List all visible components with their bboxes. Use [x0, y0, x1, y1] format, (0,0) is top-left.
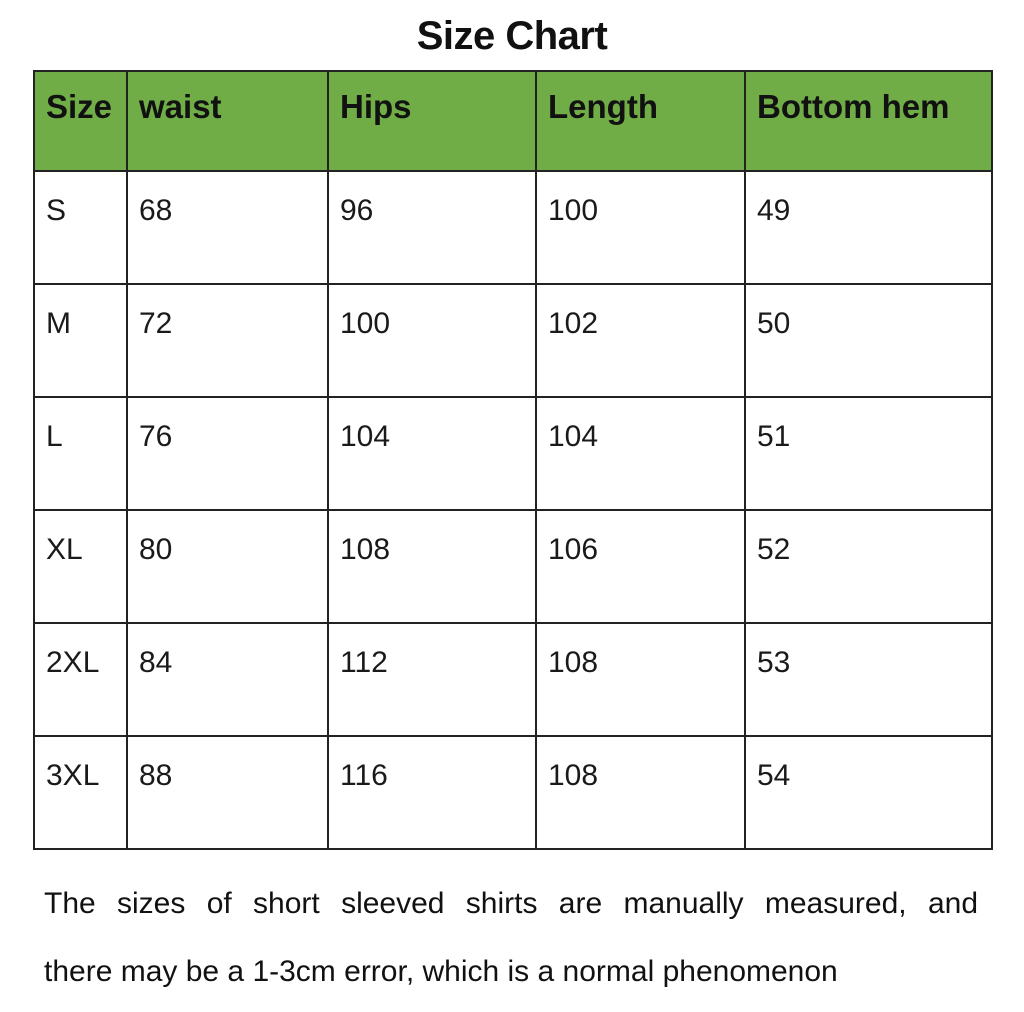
cell-size: XL [34, 510, 127, 623]
table-row [34, 171, 992, 284]
size-table [33, 70, 993, 850]
cell-hips: 104 [328, 397, 536, 510]
cell-waist: 72 [127, 284, 328, 397]
cell-bottom-hem: 52 [745, 510, 992, 623]
cell-length: 102 [536, 284, 745, 397]
cell-bottom-hem: 53 [745, 623, 992, 736]
cell-length: 106 [536, 510, 745, 623]
cell-size: 3XL [34, 736, 127, 849]
page-title: Size Chart [416, 14, 608, 58]
header-size: Size [34, 71, 127, 171]
cell-waist: 80 [127, 510, 328, 623]
cell-hips: 112 [328, 623, 536, 736]
cell-bottom-hem: 49 [745, 171, 992, 284]
cell-hips: 108 [328, 510, 536, 623]
cell-waist: 88 [127, 736, 328, 849]
table-row [34, 397, 992, 510]
cell-length: 100 [536, 171, 745, 284]
cell-waist: 84 [127, 623, 328, 736]
cell-waist: 76 [127, 397, 328, 510]
cell-bottom-hem: 54 [745, 736, 992, 849]
table-header-row [34, 71, 992, 171]
cell-hips: 116 [328, 736, 536, 849]
table-row [34, 284, 992, 397]
cell-length: 108 [536, 736, 745, 849]
cell-hips: 96 [328, 171, 536, 284]
header-bottom-hem: Bottom hem [745, 71, 992, 171]
header-hips: Hips [328, 71, 536, 171]
measurement-note-line-2: there may be a 1-3cm error, which is a normal phenomenon [44, 955, 838, 988]
table-row [34, 623, 992, 736]
table-row [34, 736, 992, 849]
cell-bottom-hem: 50 [745, 284, 992, 397]
cell-bottom-hem: 51 [745, 397, 992, 510]
cell-size: S [34, 171, 127, 284]
measurement-note-line-1: The sizes of short sleeved shirts are manually measured, and [44, 887, 978, 920]
cell-size: 2XL [34, 623, 127, 736]
header-length: Length [536, 71, 745, 171]
header-waist: waist [127, 71, 328, 171]
cell-hips: 100 [328, 284, 536, 397]
cell-length: 104 [536, 397, 745, 510]
table-row [34, 510, 992, 623]
cell-length: 108 [536, 623, 745, 736]
cell-waist: 68 [127, 171, 328, 284]
cell-size: M [34, 284, 127, 397]
cell-size: L [34, 397, 127, 510]
